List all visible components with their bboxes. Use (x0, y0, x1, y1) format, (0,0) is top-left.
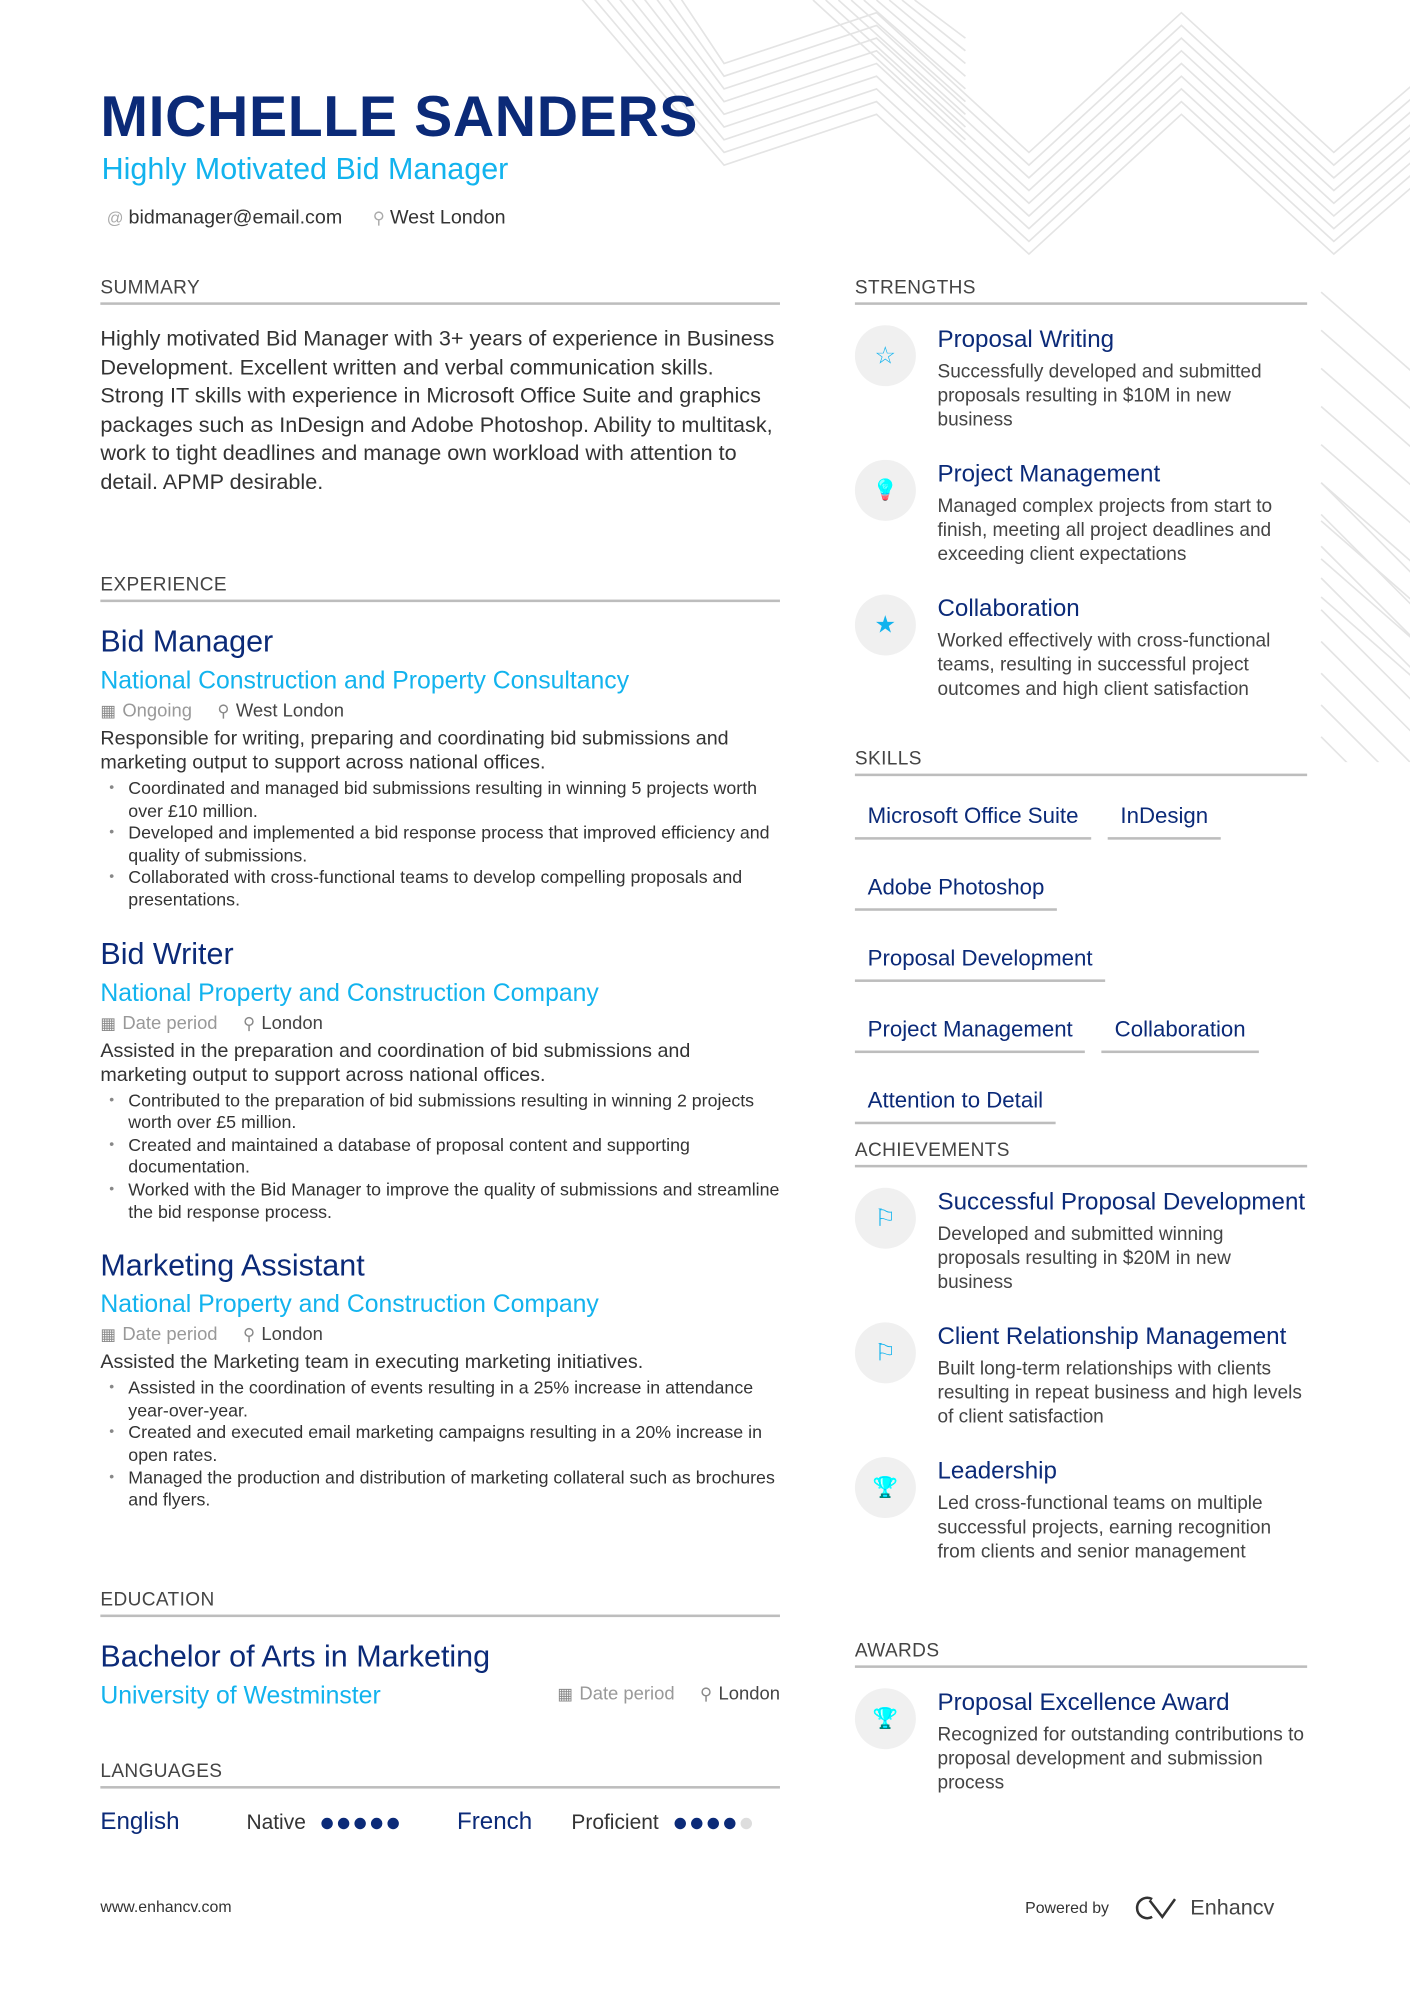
achievements-title: Client Relationship Management (937, 1323, 1287, 1351)
languages-section (100, 1761, 780, 1837)
job-description: Assisted the Marketing team in executing marketing initiatives. (100, 1351, 644, 1374)
job-meta (100, 701, 780, 721)
achievements-content (937, 1322, 1307, 1429)
achievements-item (855, 1322, 1307, 1429)
job-location-text: West London (235, 701, 345, 722)
skill-tag: InDesign (1108, 799, 1221, 840)
rating-dot (321, 1817, 332, 1828)
job-meta (100, 1013, 780, 1033)
language-rating (674, 1817, 757, 1828)
company-name: National Property and Construction Company (100, 978, 599, 1007)
job-bullets (100, 1377, 780, 1511)
contact-info (107, 207, 506, 230)
rating-dot (690, 1817, 701, 1828)
strengths-description: Successfully developed and submitted proposals resulting in $10M in new business (937, 360, 1262, 431)
job-entry (100, 1246, 780, 1511)
summary-section (100, 277, 780, 497)
chevron-line (915, 0, 966, 38)
chevron-line (661, 0, 1410, 165)
job-date-text: Ongoing (122, 701, 192, 722)
strengths-content (937, 595, 1307, 702)
bullet-item: • Worked with the Bid Manager to improve the quality of submissions and streamline the bid response process. (128, 1179, 780, 1224)
location-pin-icon: ⚲ (217, 701, 230, 721)
rating-dot (387, 1817, 398, 1828)
flag-icon: ⚐ (855, 1188, 916, 1249)
education-location: London (718, 1684, 780, 1705)
section-heading: STRENGTHS (855, 277, 1307, 305)
bullet-item: • Contributed to the preparation of bid submissions resulting in winning 2 projects worth over £5 million. (128, 1089, 780, 1134)
language-name: English (100, 1808, 180, 1836)
bullet-item: • Collaborated with cross-functional teams to develop compelling proposals and presentations. (128, 867, 780, 912)
company-name: National Construction and Property Consultancy (100, 666, 630, 695)
language-level: Proficient (571, 1810, 659, 1834)
awards-content (937, 1688, 1307, 1795)
chevron-line (610, 0, 1410, 216)
achievements-item (855, 1457, 1307, 1564)
summary-text: Highly motivated Bid Manager with 3+ years of experience in Business Development. Excellent written and verbal communication skills. Strong IT skills with experience in Microsoft Office Suite and graphics packages such as InDesign and Adobe Photoshop. Ability to multitask, work to tight deadlines and manage own workload with attention to detail. APMP desirable. (100, 326, 775, 494)
skills-section (855, 748, 1307, 1124)
rating-dot (674, 1817, 685, 1828)
language-name: French (457, 1808, 533, 1836)
strengths-item (855, 325, 1307, 432)
job-date (100, 1325, 217, 1345)
job-location (217, 701, 344, 721)
job-date-text: Date period (122, 1013, 218, 1034)
calendar-icon: ▦ (557, 1684, 574, 1704)
chevron-line (1321, 292, 1410, 381)
chevron-line (1321, 597, 1410, 686)
chevron-line (1321, 642, 1410, 744)
skill-tag: Attention to Detail (855, 1084, 1056, 1125)
achievements-content (937, 1188, 1307, 1295)
location-text: West London (389, 207, 506, 229)
calendar-icon: ▦ (100, 1325, 116, 1345)
section-heading: ACHIEVEMENTS (855, 1139, 1307, 1167)
chevron-line (1321, 368, 1410, 457)
bullet-item: • Created and executed email marketing campaigns resulting in a 20% increase in open rates. (128, 1422, 780, 1467)
chevron-line (622, 0, 1410, 203)
job-bullets (100, 777, 780, 911)
bullet-item: • Managed the production and distribution of marketing collateral such as brochures and flyers. (128, 1467, 780, 1512)
experience-section (100, 574, 780, 1511)
chevron-line (1321, 406, 1410, 495)
star-outline-icon: ☆ (855, 325, 916, 386)
skill-tag: Project Management (855, 1012, 1086, 1053)
section-heading: EXPERIENCE (100, 574, 780, 602)
awards-title: Proposal Excellence Award (937, 1689, 1230, 1717)
bullet-item: • Assisted in the coordination of events resulting in a 25% increase in attendance year-over-year. (128, 1377, 780, 1422)
awards-description: Recognized for outstanding contributions to proposal development and submission process (937, 1723, 1304, 1794)
chevron-line (1321, 330, 1410, 419)
job-title: Bid Manager (100, 624, 274, 660)
chevron-line (1321, 559, 1410, 648)
strengths-section (855, 277, 1307, 701)
strengths-description: Worked effectively with cross-functional teams, resulting in successful project outcomes and high client satisfaction (937, 630, 1271, 700)
achievements-item (855, 1188, 1307, 1295)
awards-section (855, 1640, 1307, 1795)
job-title: Marketing Assistant (100, 1248, 365, 1284)
section-heading: AWARDS (855, 1640, 1307, 1668)
degree-title: Bachelor of Arts in Marketing (100, 1639, 491, 1675)
calendar-icon: ▦ (100, 701, 116, 721)
rating-dot (724, 1817, 735, 1828)
rating-dot (354, 1817, 365, 1828)
chevron-line (673, 0, 1410, 152)
chevron-line (1321, 514, 1410, 616)
awards-item (855, 1688, 1307, 1795)
location-pin-icon: ⚲ (242, 1013, 256, 1033)
location-contact (373, 207, 506, 230)
rating-dot (338, 1817, 349, 1828)
trophy-icon: 🏆 (855, 1457, 916, 1518)
email-contact[interactable] (107, 207, 343, 230)
school-name: University of Westminster (100, 1681, 381, 1710)
language-level: Native (246, 1810, 306, 1834)
location-pin-icon: ⚲ (700, 1684, 713, 1704)
strengths-title: Project Management (937, 461, 1161, 488)
skill-tag: Adobe Photoshop (855, 870, 1057, 911)
footer-branding (1025, 1895, 1274, 1920)
bullet-item: • Coordinated and managed bid submissions resulting in winning 5 projects worth over £10 million. (128, 777, 780, 822)
trophy-icon: 🏆 (855, 1688, 916, 1749)
chevron-line (902, 0, 966, 51)
location-pin-icon: ⚲ (242, 1325, 256, 1345)
section-heading: SKILLS (855, 748, 1307, 776)
language-rating (321, 1817, 404, 1828)
education-section (100, 1589, 780, 1713)
rating-dot (707, 1817, 718, 1828)
bullet-item: • Created and maintained a database of proposal content and supporting documentation. (128, 1134, 780, 1179)
chevron-line (1321, 521, 1410, 610)
location-pin-icon: ⚲ (372, 208, 385, 228)
job-location (243, 1013, 323, 1033)
job-title: Bid Writer (100, 936, 234, 972)
rating-dot (371, 1817, 382, 1828)
job-location (243, 1325, 323, 1345)
lightbulb-icon: 💡 (855, 460, 916, 521)
achievements-title: Leadership (937, 1458, 1057, 1485)
job-description: Responsible for writing, preparing and coordinating bid submissions and marketing output to support across national offices. (100, 727, 729, 774)
skill-tag: Collaboration (1102, 1012, 1258, 1053)
bullet-item: • Developed and implemented a bid response process that improved efficiency and quality of submissions. (128, 822, 780, 867)
achievements-description: Developed and submitted winning proposals resulting in $20M in new business (937, 1223, 1231, 1294)
achievements-title: Successful Proposal Development (937, 1189, 1306, 1216)
flag-icon: ⚐ (855, 1322, 916, 1383)
job-location-text: London (261, 1013, 323, 1034)
skill-tag: Microsoft Office Suite (855, 799, 1091, 840)
chevron-line (864, 0, 966, 89)
at-icon: @ (106, 208, 124, 228)
achievements-section (855, 1139, 1307, 1563)
section-heading: SUMMARY (100, 277, 780, 305)
education-meta (557, 1684, 780, 1704)
footer-website[interactable]: www.enhancv.com (100, 1897, 232, 1916)
section-heading: LANGUAGES (100, 1761, 780, 1789)
achievements-content (937, 1457, 1307, 1564)
enhancv-logo-icon (1134, 1895, 1180, 1920)
job-location-text: London (261, 1325, 323, 1346)
strengths-item (855, 595, 1307, 702)
star-icon: ★ (855, 595, 916, 656)
chevron-line (635, 0, 1410, 191)
job-date (100, 701, 192, 721)
company-name: National Property and Construction Company (100, 1290, 599, 1319)
email-text: bidmanager@email.com (128, 207, 343, 229)
job-date (100, 1013, 217, 1033)
chevron-line (597, 0, 1410, 229)
candidate-tagline: Highly Motivated Bid Manager (101, 152, 509, 187)
achievements-description: Built long-term relationships with clients resulting in repeat business and high levels of client satisfaction (937, 1357, 1302, 1428)
job-bullets (100, 1089, 780, 1223)
powered-by-label: Powered by (1025, 1899, 1109, 1917)
strengths-content (937, 325, 1307, 432)
job-description: Assisted in the preparation and coordination of bid submissions and marketing output to support across national offices. (100, 1039, 691, 1086)
calendar-icon: ▦ (100, 1013, 116, 1033)
chevron-line (1321, 705, 1410, 762)
strengths-content (937, 460, 1307, 567)
achievements-description: Led cross-functional teams on multiple successful projects, earning recognition from clients and senior management (937, 1492, 1272, 1563)
job-meta (100, 1325, 780, 1345)
chevron-line (1321, 578, 1410, 680)
rating-dot (740, 1817, 751, 1828)
chevron-line (826, 0, 966, 127)
job-entry (100, 934, 780, 1223)
strengths-item (855, 460, 1307, 567)
brand-name: Enhancv (1190, 1895, 1275, 1920)
education-date: Date period (579, 1684, 675, 1705)
skill-tag: Proposal Development (855, 941, 1105, 982)
strengths-title: Proposal Writing (937, 326, 1115, 354)
job-entry (100, 622, 780, 911)
chevron-line (1321, 445, 1410, 534)
strengths-title: Collaboration (937, 595, 1080, 623)
candidate-name: MICHELLE SANDERS (100, 83, 699, 149)
section-heading: EDUCATION (100, 1589, 780, 1617)
job-date-text: Date period (122, 1325, 218, 1346)
strengths-description: Managed complex projects from start to finish, meeting all project deadlines and exceeding client expectations (937, 495, 1273, 566)
